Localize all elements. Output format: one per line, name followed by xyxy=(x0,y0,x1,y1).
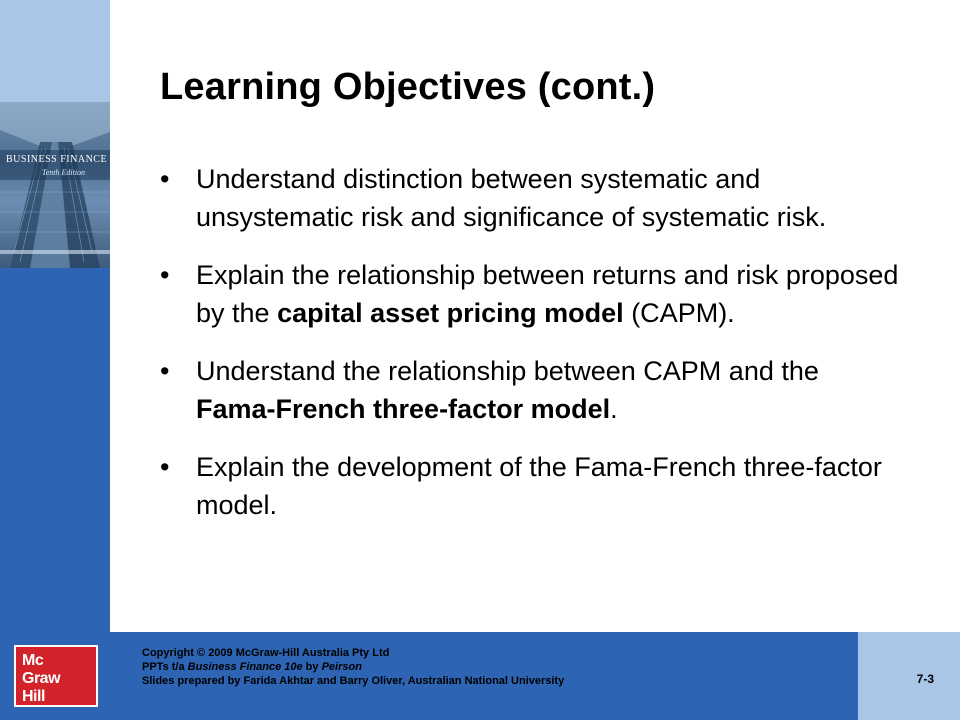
logo-text-line-1: Mc xyxy=(22,652,44,669)
slide-title: Learning Objectives (cont.) xyxy=(160,66,656,108)
bullet-marker: • xyxy=(160,164,170,194)
copyright-label: Copyright xyxy=(142,647,194,659)
prepared-line: Slides prepared by Farida Akhtar and Barry Oliver, Australian National University xyxy=(142,675,565,687)
page-number: 7-3 xyxy=(916,672,934,686)
bullet-text: Explain the development of the Fama-French three-factor model. xyxy=(196,452,882,520)
cover-title: BUSINESS FINANCE xyxy=(6,154,108,165)
footer-page-area xyxy=(858,632,960,720)
footer-copyright xyxy=(142,646,564,688)
bullet-text-tail: . xyxy=(610,394,618,424)
bullet-marker: • xyxy=(160,452,170,482)
bullet-marker: • xyxy=(160,260,170,290)
ppts-book: Business Finance 10e xyxy=(187,661,303,673)
bullet-text: Understand distinction between systematic and unsystematic risk and significance of systematic risk. xyxy=(196,164,827,232)
bullet-bold-term: Fama-French three-factor model xyxy=(196,394,611,424)
ppts-by: by xyxy=(302,661,322,673)
bullet-text: Understand the relationship between CAPM and the xyxy=(196,356,819,386)
ppts-prefix: PPTs t/a xyxy=(142,661,188,673)
left-band-bottom xyxy=(0,268,110,632)
bullet-list xyxy=(160,160,900,544)
bullet-text: Explain the relationship between returns and risk proposed by the xyxy=(196,260,899,328)
bullet-text-tail: (CAPM). xyxy=(623,298,735,328)
mcgraw-hill-logo xyxy=(14,645,98,707)
ppts-author: Peirson xyxy=(321,661,362,673)
bullet-item-2 xyxy=(160,256,900,332)
bullet-item-4 xyxy=(160,448,900,524)
bullet-item-1 xyxy=(160,160,900,236)
bullet-bold-term: capital asset pricing model xyxy=(277,298,624,328)
logo-text-line-3: Hill xyxy=(22,688,45,705)
ppts-line xyxy=(142,660,564,674)
footer-logo-area xyxy=(0,632,110,720)
book-cover-image xyxy=(0,102,110,268)
copyright-holder: 2009 McGraw-Hill Australia Pty Ltd xyxy=(208,647,390,659)
bullet-marker: • xyxy=(160,356,170,386)
cover-edition: Tenth Edition xyxy=(42,168,86,177)
logo-text-line-2: Graw xyxy=(22,670,61,687)
left-band-top xyxy=(0,0,110,102)
copyright-line xyxy=(142,646,564,660)
bullet-item-3 xyxy=(160,352,900,428)
copyright-symbol: © xyxy=(197,647,206,659)
